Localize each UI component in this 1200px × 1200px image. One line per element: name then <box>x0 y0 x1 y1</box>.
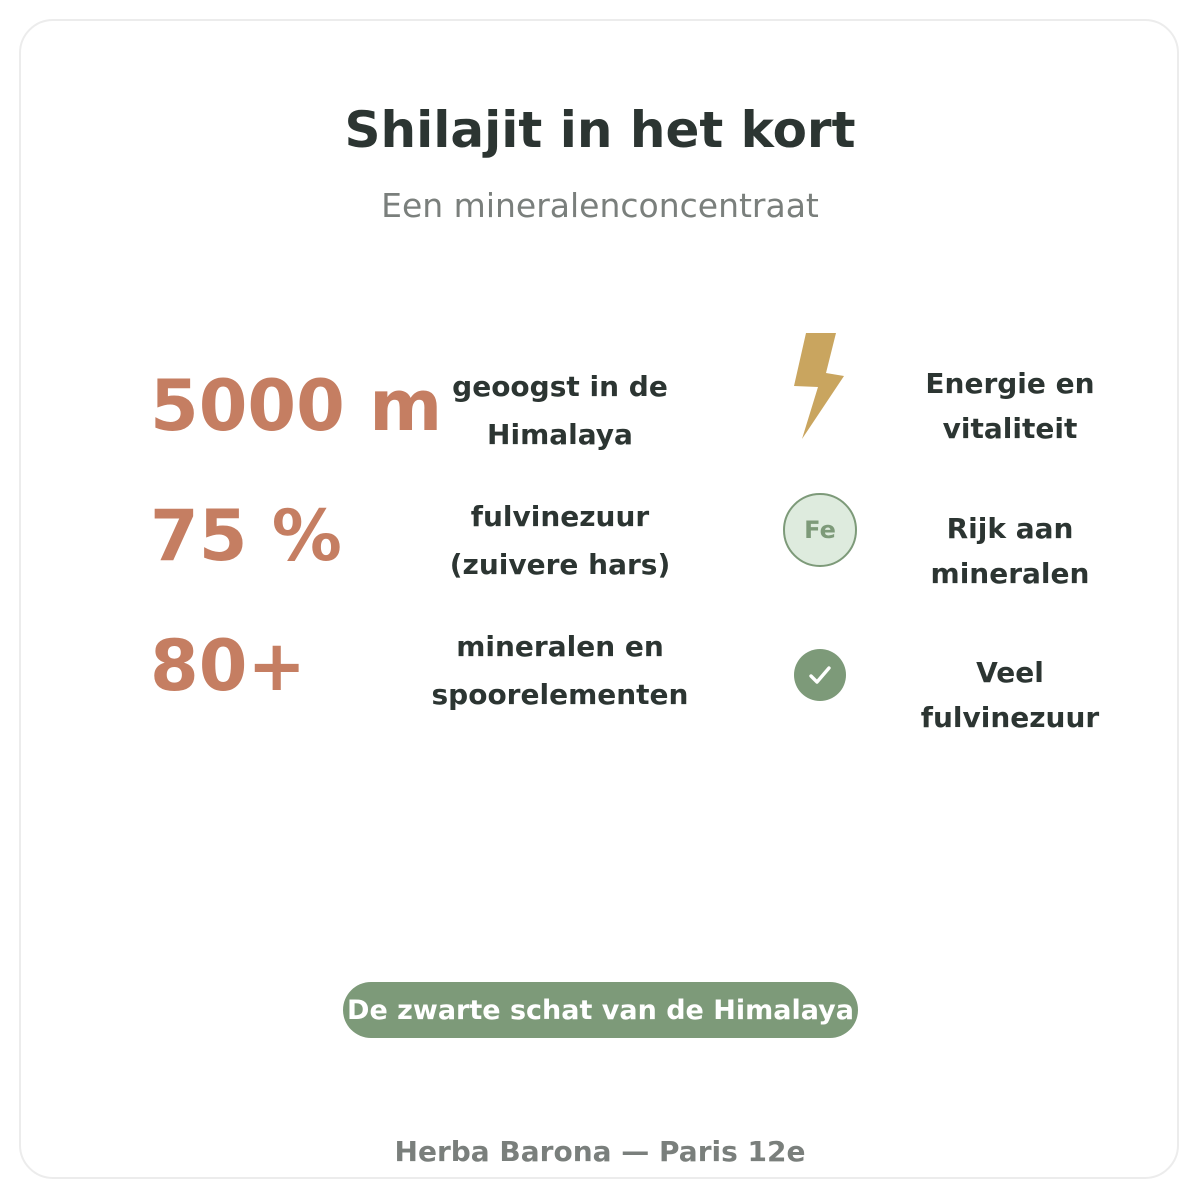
stat-fulvic-value: 75 % <box>150 495 342 577</box>
stat-minerals-value: 80+ <box>150 625 307 707</box>
benefit-fulvic-text: Veel fulvinezuur <box>920 656 1100 734</box>
stat-fulvic-text: fulvinezuur (zuivere hars) <box>449 500 671 581</box>
stat-altitude-text: geoogst in de Himalaya <box>452 370 668 451</box>
footer-brand: Herba Barona — Paris 12e <box>394 1135 806 1168</box>
iron-element-icon <box>781 491 859 569</box>
check-circle-icon <box>794 649 846 701</box>
cta-button-label: De zwarte schat van de Himalaya <box>347 994 854 1026</box>
page-title: Shilajit in het kort <box>344 101 856 159</box>
page-subtitle: Een mineralenconcentraat <box>381 186 819 225</box>
lightning-icon <box>790 330 850 442</box>
benefit-minerals-text: Rijk aan mineralen <box>930 512 1090 590</box>
cta-button[interactable] <box>343 982 858 1038</box>
stat-minerals-text: mineralen en spoorelementen <box>431 630 689 711</box>
iron-element-label: Fe <box>804 516 836 544</box>
stat-altitude-value: 5000 m <box>150 365 443 447</box>
benefit-energy-text: Energie en vitaliteit <box>925 367 1095 445</box>
